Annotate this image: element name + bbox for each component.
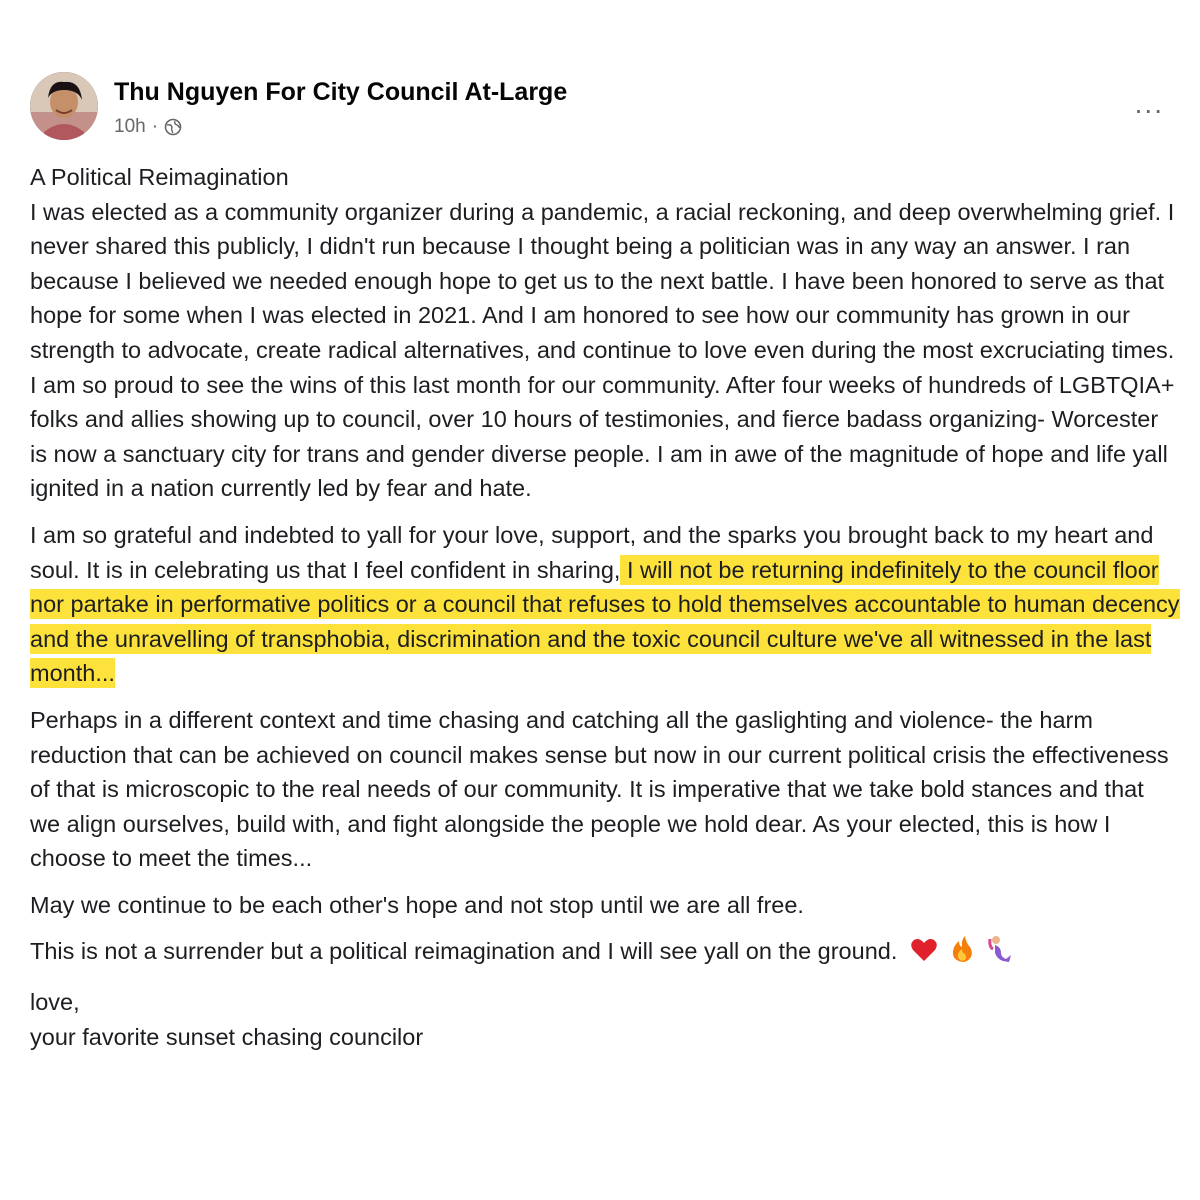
post-paragraph-1: I was elected as a community organizer during a pandemic, a racial reckoning, and deep overwhelming grief. I never shared this publicly, I didn't run because I thought being a politician was in any way an answer. I ran because I believed we needed enough hope to get us to the next battle. I have been honored to serve as that hope for some when I was elected in 2021. And I am honored to see how our community has grown in our strength to advocate, create radical alternatives, and continue to love even during the most excruciating times. I am so proud to see the wins of this last month for our community. After four weeks of hundreds of LGBTQIA+ folks and allies showing up to council, over 10 hours of testimonies, and fierce badass organizing- Worcester is now a sanctuary city for trans and gender diverse people. I am in awe of the magnitude of hope and life yall ignited in a nation currently led by fear and hate.: [30, 198, 1175, 502]
post-body: [30, 160, 1180, 1054]
signoff-line-2: your favorite sunset chasing councilor: [30, 1023, 424, 1050]
more-options-button[interactable]: ...: [1134, 88, 1164, 119]
post-timestamp[interactable]: 10h: [114, 116, 146, 137]
post-header: [30, 72, 1170, 152]
post-paragraph-2: [30, 518, 1180, 691]
paragraph-2-text: I am so grateful and indebted to yall for your love, support, and the sparks you brought back to my heart and soul. It is in celebrating us that I feel confident in sharing,: [30, 521, 1154, 583]
globe-icon[interactable]: [164, 118, 182, 136]
highlighted-text: I will not be returning indefinitely to the council floor nor partake in performative politics or a council that refuses to hold themselves accountable to human decency and the unravelling of transphobia, discrimination and the toxic council culture we've all witnessed in the last month...: [30, 556, 1180, 687]
post-title: A Political Reimagination: [30, 164, 289, 190]
post-paragraph-3: Perhaps in a different context and time chasing and catching all the gaslighting and violence- the harm reduction that can be achieved on council makes sense but now in our current political crisis the effectiveness of that is microscopic to the real needs of our community. It is imperative that we take bold stances and that we align ourselves, build with, and fight alongside the people we hold dear. As your elected, this is how I choose to meet the times...: [30, 706, 1169, 872]
signoff-line-1: love,: [30, 989, 80, 1016]
heart-emoji: [910, 937, 938, 973]
profile-photo: [30, 72, 98, 140]
paragraph-5-text: This is not a surrender but a political reimagination and I will see yall on the ground.: [30, 938, 898, 965]
post-meta: [114, 116, 182, 138]
mermaid-emoji: [987, 935, 1013, 973]
author-avatar[interactable]: [30, 72, 98, 140]
meta-separator: ·: [151, 116, 159, 137]
post-paragraph-4: May we continue to be each other's hope and not stop until we are all free.: [30, 891, 804, 918]
author-name[interactable]: Thu Nguyen For City Council At-Large: [114, 78, 568, 106]
post-paragraph-5: [30, 934, 1180, 973]
fire-emoji: [950, 935, 974, 973]
